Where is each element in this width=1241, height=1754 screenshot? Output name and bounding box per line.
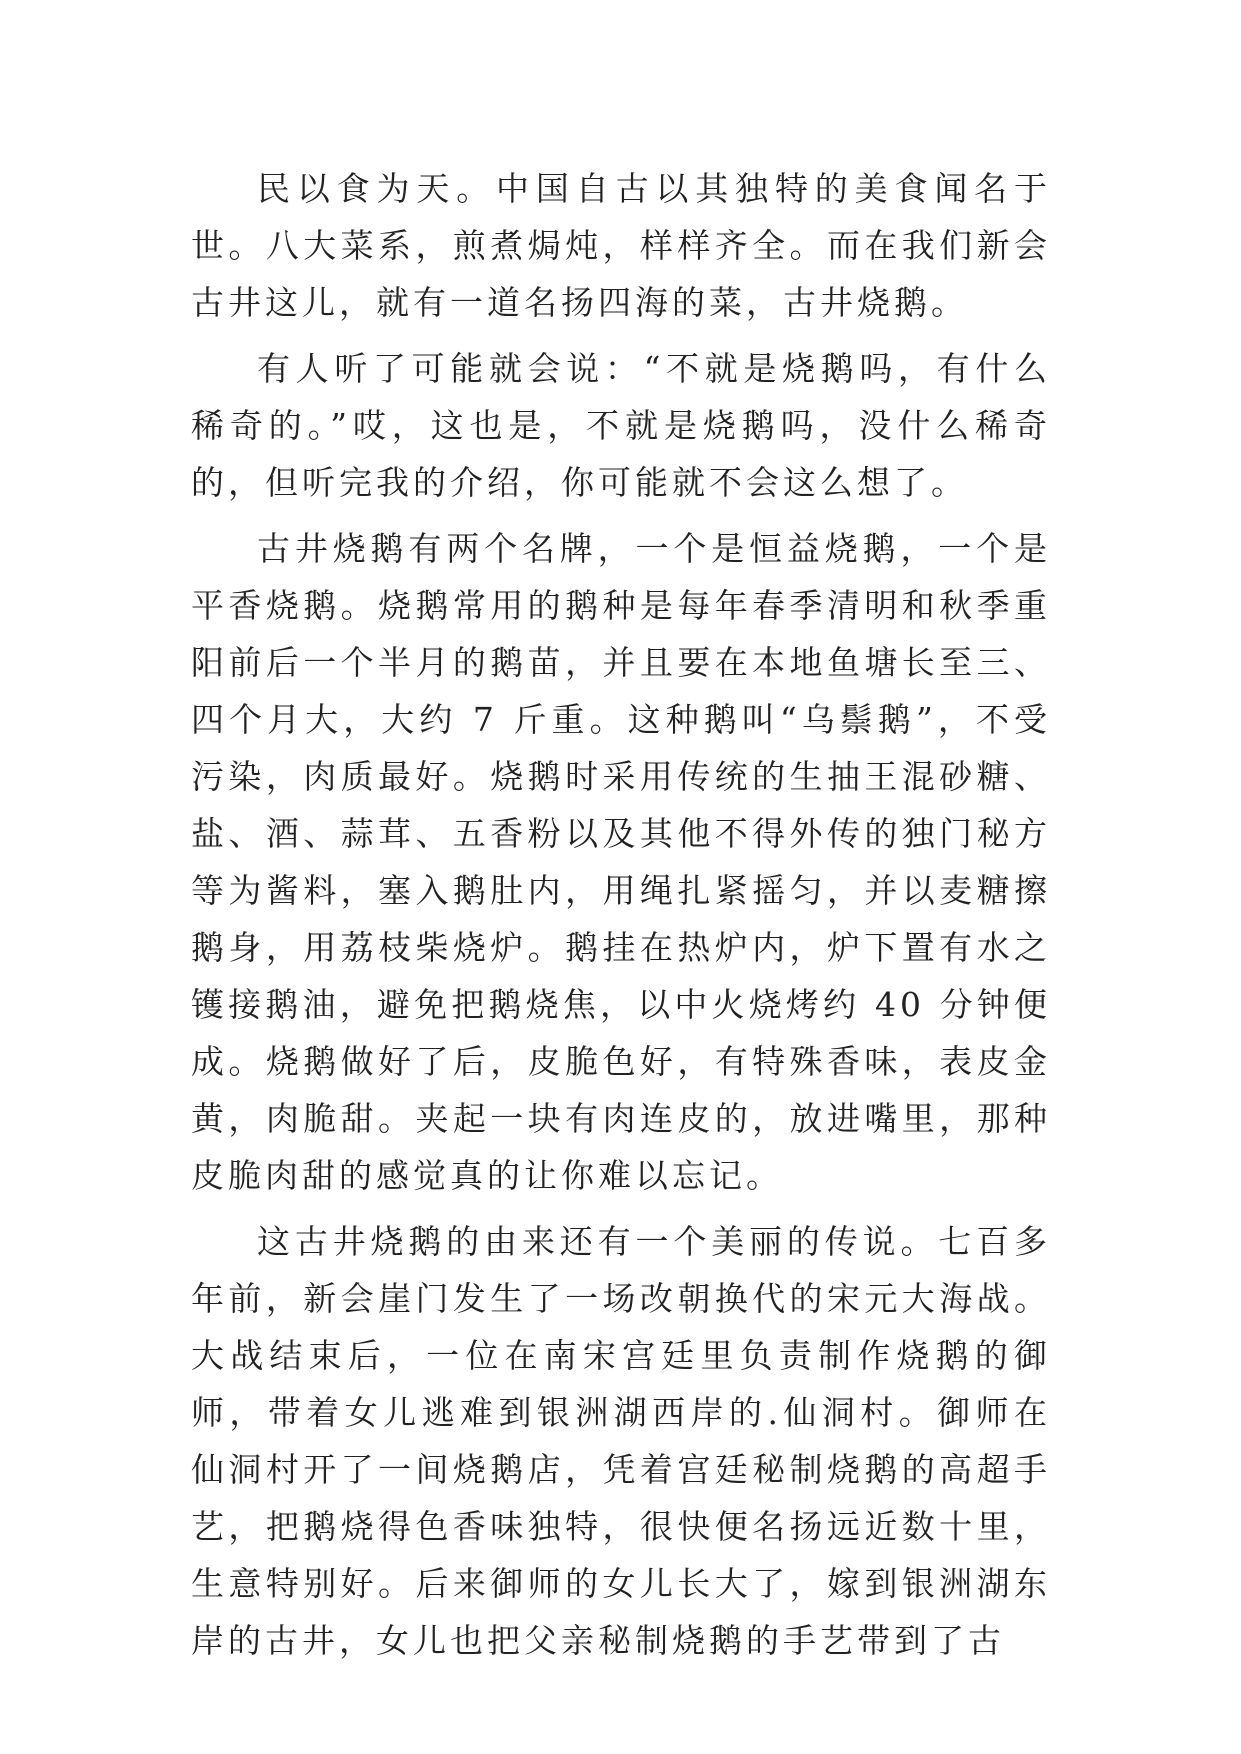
paragraph-3: 古井烧鹅有两个名牌，一个是恒益烧鹅，一个是平香烧鹅。烧鹅常用的鹅种是每年春季清明和秋季重阳前后一个半月的鹅苗，并且要在本地鱼塘长至三、四个月大，大约 7 斤重。这种鹅叫“乌鬃鹅”，不受污染，肉质最好。烧鹅时采用传统的生抽王混砂糖、盐、酒、蒜茸、五香粉以及其他不得外传的独门秘方等为酱料，塞入鹅肚内，用绳扎紧摇匀，并以麦糖擦鹅身，用荔枝柴烧炉。鹅挂在热炉内，炉下置有水之镬接鹅油，避免把鹅烧焦，以中火烧烤约 40 分钟便成。烧鹅做好了后，皮脆色好，有特殊香味，表皮金黄，肉脆甜。夹起一块有肉连皮的，放进嘴里，那种皮脆肉甜的感觉真的让你难以忘记。 [191,529,1051,1195]
paragraph-2: 有人听了可能就会说：“不就是烧鹅吗，有什么稀奇的。”哎，这也是，不就是烧鹅吗，没什么稀奇的，但听完我的介绍，你可能就不会这么想了。 [191,349,1051,502]
paragraph-1: 民以食为天。中国自古以其独特的美食闻名于世。八大菜系，煎煮焗炖，样样齐全。而在我们新会古井这儿，就有一道名扬四海的菜，古井烧鹅。 [191,169,1051,322]
document-body [191,160,1051,1678]
paragraph-4: 这古井烧鹅的由来还有一个美丽的传说。七百多年前，新会崖门发生了一场改朝换代的宋元大海战。大战结束后，一位在南宋宫廷里负责制作烧鹅的御师，带着女儿逃难到银洲湖西岸的.仙洞村。御师在仙洞村开了一间烧鹅店，凭着宫廷秘制烧鹅的高超手艺，把鹅烧得色香味独特，很快便名扬远近数十里，生意特别好。后来御师的女儿长大了，嫁到银洲湖东岸的古井，女儿也把父亲秘制烧鹅的手艺带到了古 [191,1222,1051,1660]
